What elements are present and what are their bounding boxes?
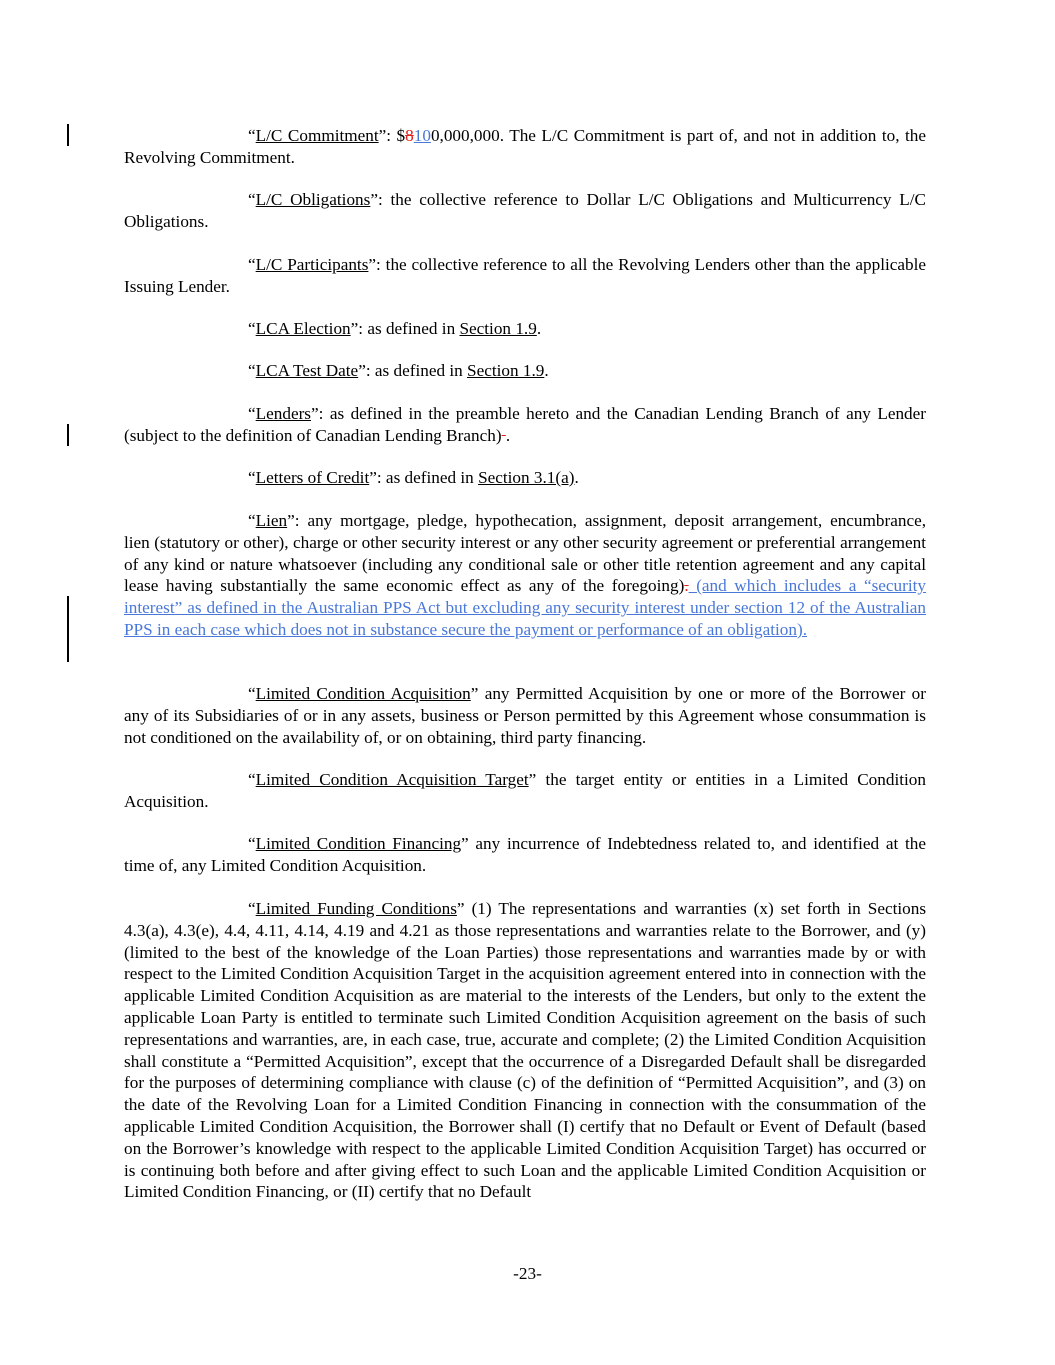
defined-term: Limited Condition Financing bbox=[255, 834, 462, 853]
definition-lca-test-date: “LCA Test Date”: as defined in Section 1.9. bbox=[248, 361, 549, 380]
definition-lca-target: “Limited Condition Acquisition Target” the target entity or entities in a Limited Condition Acquisition. bbox=[124, 770, 926, 811]
inserted-text: (and which includes a “security interest” as defined in the Australian PPS Act but excluding any security interest under section 12 of the Australian PPS in each case which does not in substance secure the payment or performance of an obligation). bbox=[124, 576, 926, 639]
defined-term: Lenders bbox=[255, 404, 311, 423]
definition-lenders: “Lenders”: as defined in the preamble hereto and the Canadian Lending Branch of any Lender (subject to the definition of Canadian Lending Branch) . bbox=[124, 404, 926, 445]
definition-limited-funding-conditions: “Limited Funding Conditions” (1) The representations and warranties (x) set forth in Sections 4.3(a), 4.3(e), 4.4, 4.11, 4.14, 4.19 and 4.21 as those representations and warranties relate to the Borrower, and (y) (limited to the best of the knowledge of the Loan Parties) those representations and warranties made by or with respect to the Limited Condition Acquisition Target in the acquisition agreement entered into in connection with the applicable Limited Condition Acquisition as are material to the interests of the Lenders, but only to the extent the applicable Loan Party is entitled to terminate such Limited Condition Acquisition agreement on the basis of such representations and warranties, are, in each case, true, accurate and complete; (2) the Limited Condition Acquisition shall constitute a “Permitted Acquisition”, except that the occurrence of a Disregarded Default shall be disregarded for the purposes of determining compliance with clause (c) of the definition of “Permitted Acquisition”, and (3) on the date of the Revolving Loan for a Limited Condition Financing in connection with the consummation of the applicable Limited Condition Acquisition, the Borrower shall (I) certify that no Default or Event of Default (based on the Borrower’s knowledge with respect to the applicable Limited Condition Acquisition Target) has occurred or is continuing both before and after giving effect to such Loan and the applicable Limited Condition Acquisition or Limited Condition Financing, or (II) certify that no Default bbox=[124, 899, 927, 1202]
inserted-text: 10 bbox=[413, 126, 431, 145]
defined-term: LCA Election bbox=[255, 319, 351, 338]
deleted-text: . bbox=[684, 576, 689, 596]
defined-term: LCA Test Date bbox=[255, 361, 359, 380]
definition-lc-obligations: “L/C Obligations”: the collective reference to Dollar L/C Obligations and Multicurrency L/C Obligations. bbox=[124, 190, 926, 231]
defined-term: L/C Commitment bbox=[255, 126, 379, 145]
change-bar bbox=[67, 424, 69, 446]
definition-letters-of-credit: “Letters of Credit”: as defined in Section 3.1(a). bbox=[248, 468, 579, 487]
definition-lc-commitment: “L/C Commitment”: $8100,000,000. The L/C Commitment is part of, and not in addition to, the Revolving Commitment. bbox=[124, 126, 927, 167]
deleted-text: 8 bbox=[405, 126, 414, 145]
section-reference: Section 1.9 bbox=[467, 361, 545, 380]
change-bar bbox=[67, 596, 69, 662]
defined-term: L/C Obligations bbox=[255, 190, 371, 209]
section-reference: Section 1.9 bbox=[459, 319, 537, 338]
defined-term: L/C Participants bbox=[255, 255, 369, 274]
section-reference: Section 3.1(a) bbox=[478, 468, 575, 487]
page-number: -23- bbox=[513, 1264, 542, 1283]
defined-term: Limited Funding Conditions bbox=[255, 899, 457, 918]
definition-limited-condition-financing: “Limited Condition Financing” any incurrence of Indebtedness related to, and identified at the time of, any Limited Condition Acquisition. bbox=[124, 834, 926, 875]
definition-lc-participants: “L/C Participants”: the collective reference to all the Revolving Lenders other than the applicable Issuing Lender. bbox=[124, 255, 926, 296]
defined-term: Letters of Credit bbox=[255, 468, 370, 487]
definition-limited-condition-acquisition: “Limited Condition Acquisition” any Permitted Acquisition by one or more of the Borrower or any of its Subsidiaries of or in any assets, business or Person permitted by this Agreement whose consummation is not conditioned on the availability of, or on obtaining, third party financing. bbox=[124, 684, 926, 747]
definition-lca-election: “LCA Election”: as defined in Section 1.9. bbox=[248, 319, 542, 338]
defined-term: Limited Condition Acquisition bbox=[255, 684, 471, 703]
defined-term: Lien bbox=[255, 511, 288, 530]
defined-term: Limited Condition Acquisition Target bbox=[255, 770, 529, 789]
change-bar bbox=[67, 124, 69, 146]
definition-lien: “Lien”: any mortgage, pledge, hypothecation, assignment, deposit arrangement, encumbrance, lien (statutory or other), charge or other security interest or any other security agreement or preferential arrangement of any kind or nature whatsoever (including any conditional sale or other title retention agreement and any capital lease having substantially the same economic effect as any of the foregoing). (and which includes a “security interest” as defined in the Australian PPS Act but excluding any security interest under section 12 of the Australian PPS in each case which does not in substance secure the payment or performance of an obligation). bbox=[124, 511, 926, 639]
